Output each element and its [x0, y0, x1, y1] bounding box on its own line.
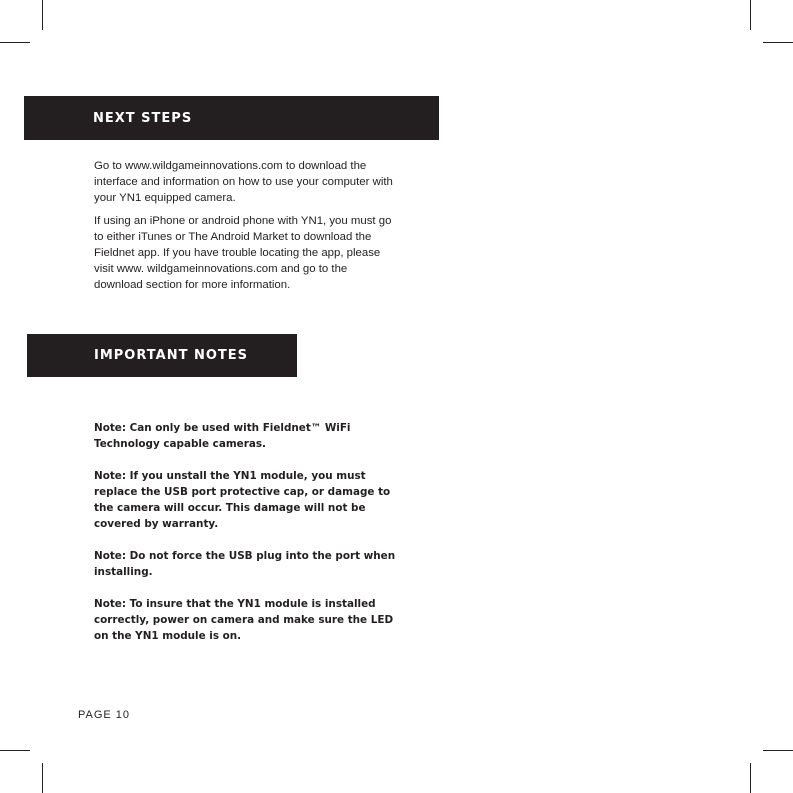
next-steps-heading-bar — [24, 96, 439, 140]
note-compatible-cameras: Note: Can only be used with Fieldnet™ WiFi Technology capable cameras. — [94, 422, 351, 450]
crop-mark-bottom-left-vertical — [42, 763, 43, 793]
next-steps-paragraph-download: Go to www.wildgameinnovations.com to download the interface and information on how to use your computer with your YN1 equipped camera. — [94, 160, 393, 204]
page-number: PAGE 10 — [78, 709, 131, 721]
crop-mark-top-right-horizontal — [763, 42, 793, 43]
next-steps-paragraph-phone-app: If using an iPhone or android phone with YN1, you must go to either iTunes or The Android Market to download the Fieldnet app. If you have trouble locating the app, please visit www. wildgameinnovations.com and go to the download section for more information. — [94, 215, 392, 291]
next-steps-heading: NEXT STEPS — [93, 110, 193, 126]
important-notes-heading-bar — [27, 334, 297, 377]
note-check-led: Note: To insure that the YN1 module is installed correctly, power on camera and make sure the LED on the YN1 module is on. — [94, 598, 394, 642]
crop-mark-bottom-right-horizontal — [763, 750, 793, 751]
important-notes-list — [94, 420, 399, 660]
important-notes-heading: IMPORTANT NOTES — [94, 348, 249, 363]
note-usb-cap-warranty: Note: If you unstall the YN1 module, you must replace the USB port protective cap, or damage to the camera will occur. This damage will not be covered by warranty. — [94, 470, 391, 530]
crop-mark-bottom-right-vertical — [750, 763, 751, 793]
crop-mark-bottom-left-horizontal — [0, 750, 30, 751]
crop-mark-top-left-horizontal — [0, 42, 30, 43]
note-do-not-force-usb: Note: Do not force the USB plug into the port when installing. — [94, 550, 396, 578]
crop-mark-top-left-vertical — [42, 0, 43, 30]
crop-mark-top-right-vertical — [750, 0, 751, 30]
